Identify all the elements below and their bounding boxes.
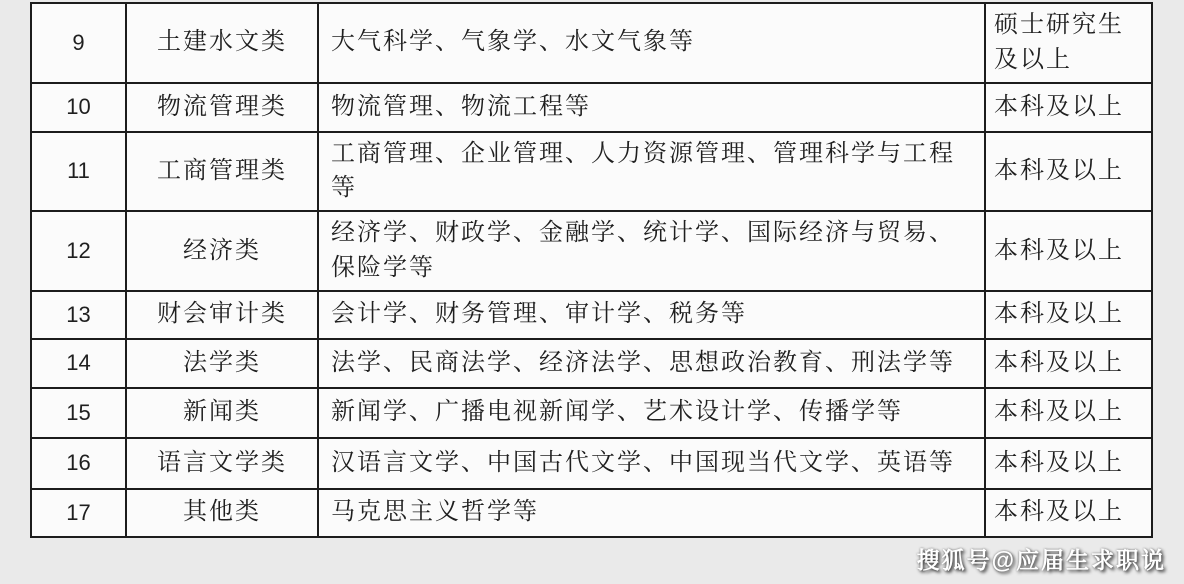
majors-cell: 马克思主义哲学等: [318, 489, 985, 537]
table-row: [31, 339, 1152, 388]
category-cell: 经济类: [126, 211, 318, 291]
row-number-cell: 15: [31, 388, 126, 438]
majors-cell: 经济学、财政学、金融学、统计学、国际经济与贸易、保险学等: [318, 211, 985, 291]
row-number-cell: 17: [31, 489, 126, 537]
education-cell: 本科及以上: [985, 438, 1152, 489]
majors-cell: 会计学、财务管理、审计学、税务等: [318, 291, 985, 339]
watermark: 搜狐号@应届生求职说: [916, 547, 1166, 573]
education-cell: 本科及以上: [985, 211, 1152, 291]
table-row: [31, 132, 1152, 212]
category-cell: 法学类: [126, 339, 318, 388]
majors-cell: 工商管理、企业管理、人力资源管理、管理科学与工程等: [318, 132, 985, 212]
category-cell: 土建水文类: [126, 3, 318, 83]
majors-cell: 汉语言文学、中国古代文学、中国现当代文学、英语等: [318, 438, 985, 489]
row-number-cell: 9: [31, 3, 126, 83]
education-cell: 本科及以上: [985, 132, 1152, 212]
education-cell: 本科及以上: [985, 388, 1152, 438]
row-number-cell: 14: [31, 339, 126, 388]
category-cell: 其他类: [126, 489, 318, 537]
row-number-cell: 12: [31, 211, 126, 291]
category-cell: 财会审计类: [126, 291, 318, 339]
category-cell: 语言文学类: [126, 438, 318, 489]
majors-cell: 法学、民商法学、经济法学、思想政治教育、刑法学等: [318, 339, 985, 388]
education-cell: 本科及以上: [985, 489, 1152, 537]
education-cell: 本科及以上: [985, 291, 1152, 339]
table-row: [31, 291, 1152, 339]
majors-cell: 新闻学、广播电视新闻学、艺术设计学、传播学等: [318, 388, 985, 438]
category-cell: 物流管理类: [126, 83, 318, 132]
row-number-cell: 10: [31, 83, 126, 132]
majors-cell: 大气科学、气象学、水文气象等: [318, 3, 985, 83]
table-row: [31, 489, 1152, 537]
education-cell: 硕士研究生及以上: [985, 3, 1152, 83]
category-cell: 工商管理类: [126, 132, 318, 212]
education-cell: 本科及以上: [985, 83, 1152, 132]
table-row: [31, 83, 1152, 132]
majors-cell: 物流管理、物流工程等: [318, 83, 985, 132]
table-row: [31, 438, 1152, 489]
row-number-cell: 16: [31, 438, 126, 489]
job-categories-table: [30, 2, 1153, 538]
table-row: [31, 3, 1152, 83]
table-row: [31, 388, 1152, 438]
category-cell: 新闻类: [126, 388, 318, 438]
row-number-cell: 13: [31, 291, 126, 339]
education-cell: 本科及以上: [985, 339, 1152, 388]
row-number-cell: 11: [31, 132, 126, 212]
table-row: [31, 211, 1152, 291]
